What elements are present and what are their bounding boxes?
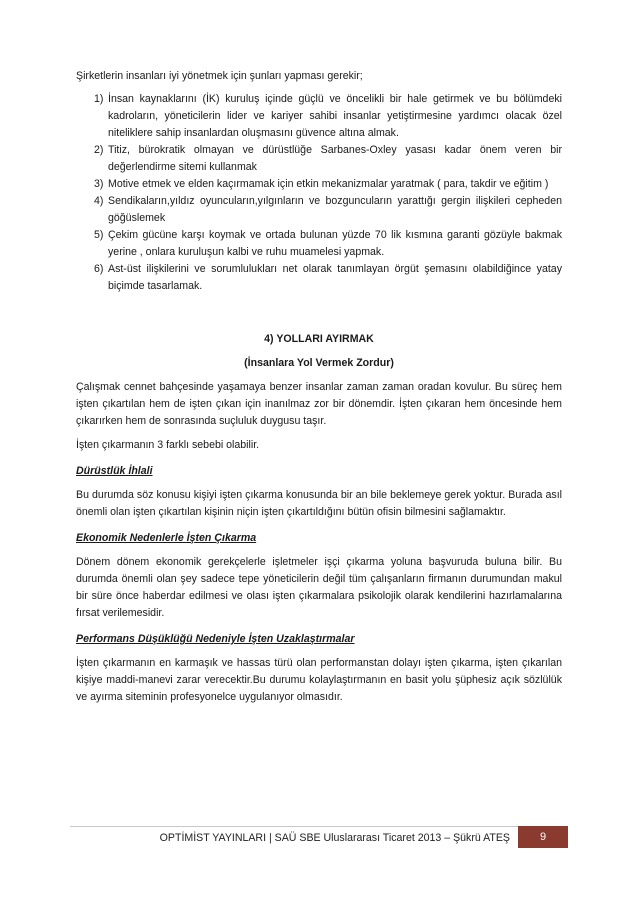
list-item bbox=[76, 176, 562, 193]
list-number: 5) bbox=[94, 229, 104, 241]
list-number: 4) bbox=[94, 195, 104, 207]
page-content bbox=[76, 68, 562, 706]
list-item bbox=[76, 142, 562, 176]
list-item-text: Çekim gücüne karşı koymak ve ortada bulunan yüzde 70 lik kısmına garanti gözüyle bakmak yerine , onlara kuruluşun kalbi ve ruhu muamelesi yapmak. bbox=[108, 229, 562, 258]
subheading-performance: Performans Düşüklüğü Nedeniyle İşten Uzaklaştırmalar bbox=[76, 633, 355, 645]
list-item-text: Motive etmek ve elden kaçırmamak için etkin mekanizmalar yaratmak ( para, takdir ve eğitim ) bbox=[108, 178, 549, 190]
list-item bbox=[76, 227, 562, 261]
list-number: 3) bbox=[94, 178, 104, 190]
body-paragraph: İşten çıkarmanın en karmaşık ve hassas türü olan performanstan dolayı işten çıkarma, işten çıkarılan kişiye maddi-manevi zarar verecektir.Bu durumu kolaylaştırmanın en basit yolu şüphesiz açık sözlülük ve ayırma siteminin profesyonelce uygulanıyor olmasıdır. bbox=[76, 657, 562, 703]
body-paragraph: İşten çıkarmanın 3 farklı sebebi olabilir. bbox=[76, 439, 260, 451]
body-paragraph: Bu durumda söz konusu kişiyi işten çıkarma konusunda bir an bile beklemeye gerek yoktur. Burada asıl önemli olan işten çıkartılan kişinin niçin işten çıkartıldığını bütün ofisin bilmesini sağlamaktır. bbox=[76, 489, 562, 518]
body-paragraph: Dönem dönem ekonomik gerekçelerle işletmeler işçi çıkarma yoluna başvuruda buluna bilir. Bu durumda önemli olan şey sadece tepe yöneticilerin değil tüm çalışanların firmanın durumundan makul bir süre önce haberdar edilmesi ve olası işten çıkarmalara psikolojik olarak kendilerini hazırlamalarına fırsat verilemesidir. bbox=[76, 556, 562, 619]
list-item bbox=[76, 91, 562, 142]
intro-paragraph: Şirketlerin insanları iyi yönetmek için şunları yapması gerekir; bbox=[76, 70, 363, 82]
list-number: 6) bbox=[94, 263, 104, 275]
body-paragraph: Çalışmak cennet bahçesinde yaşamaya benzer insanlar zaman zaman oradan kovulur. Bu süreç hem işten çıkartılan hem de işten çıkan için inanılmaz zor bir dönemdir. İşten çıkaran hem öncesinde hem çıkarırken hem de sonrasında suçluluk duygusu taşır. bbox=[76, 381, 562, 427]
list-number: 2) bbox=[94, 144, 104, 156]
requirements-list bbox=[76, 91, 562, 295]
footer-text: OPTİMİST YAYINLARI | SAÜ SBE Uluslararası Ticaret 2013 – Şükrü ATEŞ bbox=[159, 832, 510, 844]
subheading-honesty-violation: Dürüstlük İhlali bbox=[76, 465, 153, 477]
list-item-text: Titiz, bürokratik olmayan ve dürüstlüğe Sarbanes-Oxley yasası kadar önem veren bir değerlendirme sitemi kullanmak bbox=[108, 144, 562, 173]
page-number-badge: 9 bbox=[518, 826, 568, 848]
section-subtitle: (İnsanlara Yol Vermek Zordur) bbox=[244, 357, 394, 369]
list-item bbox=[76, 193, 562, 227]
list-item-text: Ast-üst ilişkilerini ve sorumlulukları net olarak tanımlayan örgüt şemasını olabildiğince yatay biçimde tasarlamak. bbox=[108, 263, 562, 292]
list-item bbox=[76, 261, 562, 295]
list-item-text: Sendikaların,yıldız oyuncuların,yılgınların ve bozguncuların yarattığı gergin ilişkileri cepheden göğüslemek bbox=[108, 195, 562, 224]
footer-divider bbox=[70, 826, 568, 827]
list-number: 1) bbox=[94, 93, 104, 105]
subheading-economic-reasons: Ekonomik Nedenlerle İşten Çıkarma bbox=[76, 532, 257, 544]
section-title: 4) YOLLARI AYIRMAK bbox=[264, 333, 374, 345]
list-item-text: İnsan kaynaklarını (İK) kuruluş içinde güçlü ve öncelikli bir hale getirmek ve bu bölümdeki kadroların, yöneticilerin lider ve kariyer sahibi insanlar yetiştirmesine yardımcı olacak özel niteliklere sahip insanlardan oluşmasını güvence altına almak. bbox=[108, 93, 562, 139]
